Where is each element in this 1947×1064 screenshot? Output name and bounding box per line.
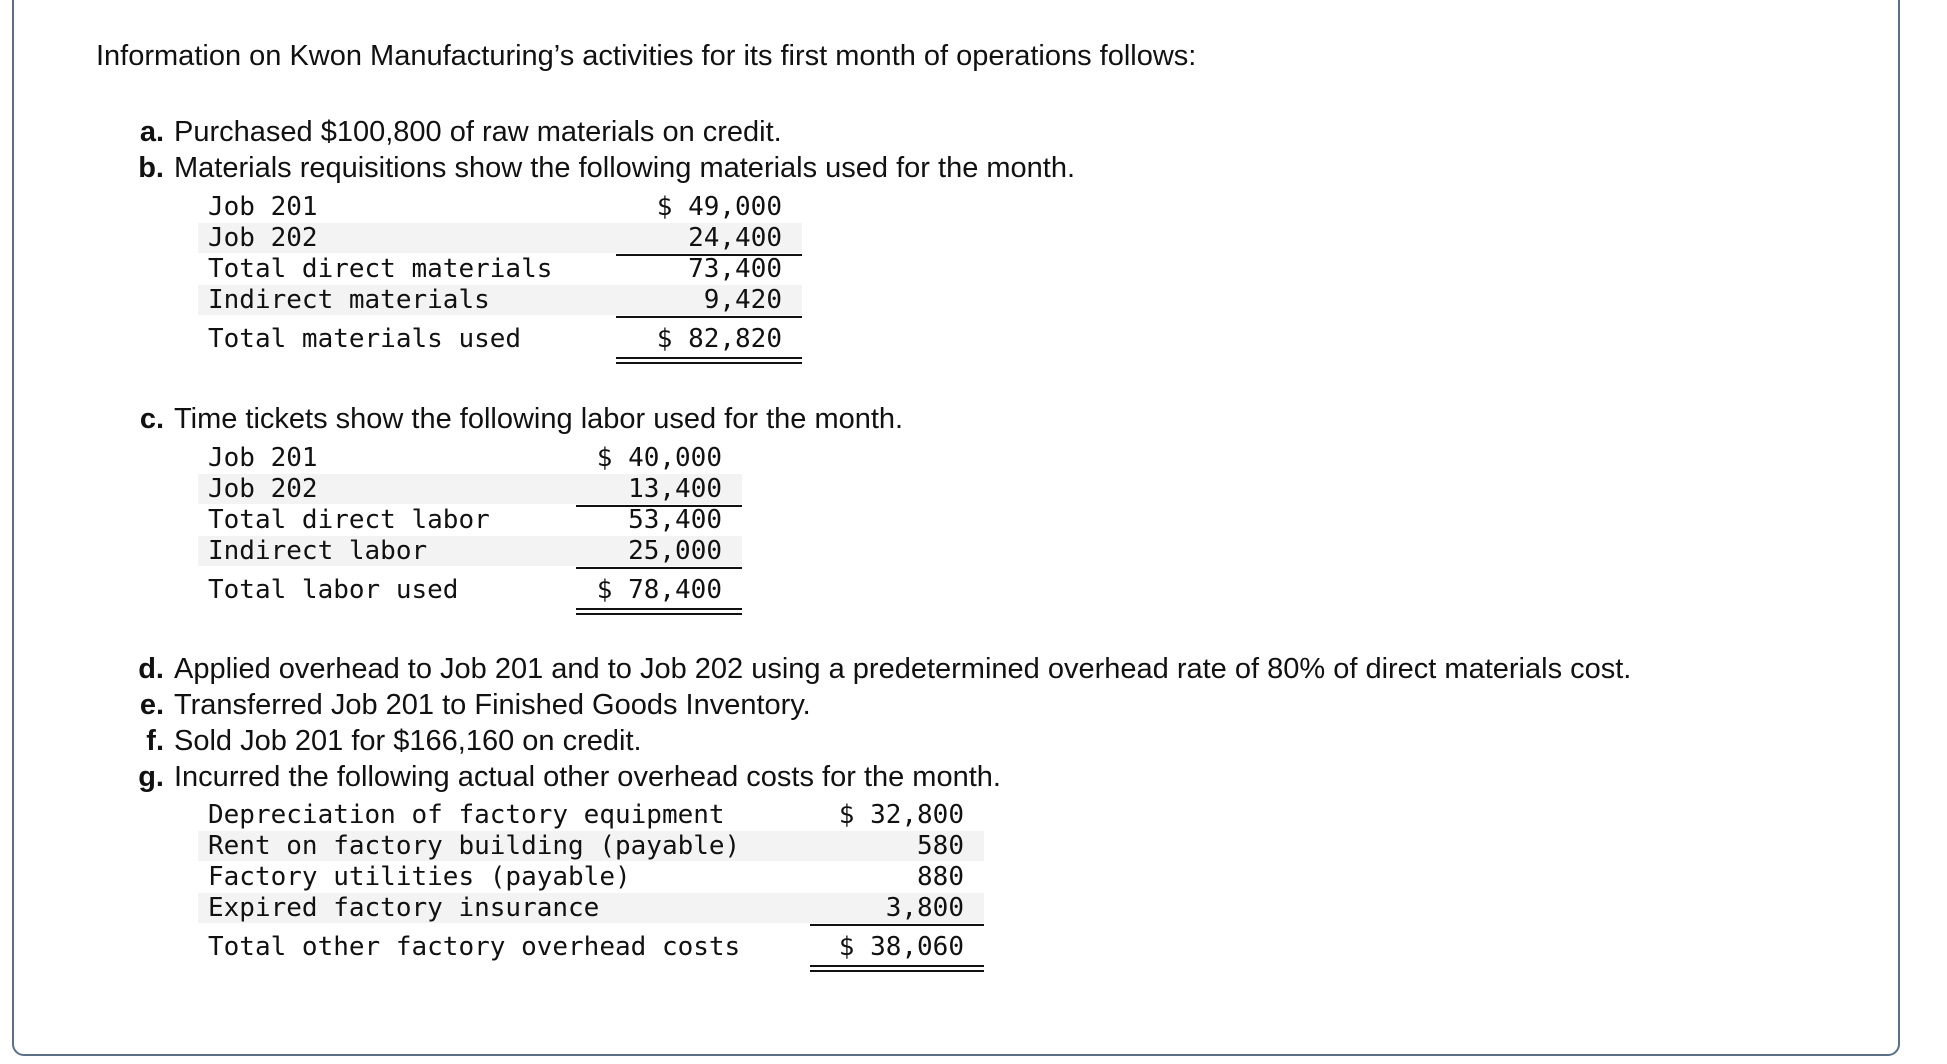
item-letter: c.: [139, 403, 164, 435]
item-letter: b.: [138, 152, 164, 184]
row-amount: 73,400: [688, 254, 782, 284]
table-row: [198, 800, 984, 830]
table-row: [198, 254, 802, 284]
row-label: Expired factory insurance: [208, 893, 600, 923]
row-label: Job 202: [208, 474, 318, 504]
item-text: Applied overhead to Job 201 and to Job 202 using a predetermined overhead rate of 80% of direct materials cost.: [174, 653, 1632, 685]
table-row: [198, 285, 802, 315]
row-amount: 580: [917, 831, 964, 861]
row-label: Job 201: [208, 192, 318, 222]
double-underline: [576, 608, 742, 615]
row-amount: 3,800: [885, 893, 964, 923]
row-amount: 25,000: [628, 536, 722, 566]
row-amount: $ 82,820: [656, 324, 782, 354]
table-row: [198, 932, 984, 962]
row-label: Job 201: [208, 443, 318, 473]
row-amount: 880: [917, 862, 964, 892]
row-amount: 13,400: [628, 474, 722, 504]
row-label: Total materials used: [208, 324, 522, 354]
row-label: Indirect labor: [208, 536, 428, 566]
table-row: [198, 443, 742, 473]
table-row: [198, 862, 984, 892]
table-row: [198, 536, 742, 566]
item-letter: f.: [146, 725, 164, 757]
item-text: Materials requisitions show the following materials used for the month.: [174, 152, 1076, 184]
table-row: [198, 324, 802, 354]
double-underline: [616, 357, 802, 364]
table-row: [198, 893, 984, 923]
underline: [810, 924, 984, 926]
row-label: Total labor used: [208, 575, 459, 605]
item-letter: d.: [138, 653, 164, 685]
table-row: [198, 505, 742, 535]
row-label: Factory utilities (payable): [208, 862, 631, 892]
table-row: [198, 575, 742, 605]
table-row: [198, 223, 802, 253]
item-letter: e.: [139, 689, 164, 721]
row-label: Depreciation of factory equipment: [208, 800, 725, 830]
item-text: Transferred Job 201 to Finished Goods Inventory.: [174, 689, 811, 721]
row-amount: 53,400: [628, 505, 722, 535]
row-label: Total direct labor: [208, 505, 490, 535]
row-label: Job 202: [208, 223, 318, 253]
underline: [576, 567, 742, 569]
row-amount: $ 49,000: [656, 192, 782, 222]
table-row: [198, 474, 742, 504]
row-amount: 9,420: [703, 285, 782, 315]
row-amount: $ 38,060: [838, 932, 964, 962]
row-amount: $ 40,000: [596, 443, 722, 473]
underline: [616, 316, 802, 318]
item-text: Time tickets show the following labor used for the month.: [174, 403, 904, 435]
item-letter: g.: [138, 761, 164, 793]
row-amount: $ 78,400: [596, 575, 722, 605]
row-amount: 24,400: [688, 223, 782, 253]
row-label: Total other factory overhead costs: [208, 932, 741, 962]
intro-text: Information on Kwon Manufacturing’s activities for its first month of operations follows:: [96, 40, 1197, 72]
item-text: Incurred the following actual other overhead costs for the month.: [174, 761, 1001, 793]
item-letter: a.: [139, 116, 164, 148]
item-text: Sold Job 201 for $166,160 on credit.: [174, 725, 642, 757]
row-label: Total direct materials: [208, 254, 553, 284]
table-row: [198, 831, 984, 861]
row-label: Rent on factory building (payable): [208, 831, 741, 861]
table-row: [198, 192, 802, 222]
row-label: Indirect materials: [208, 285, 490, 315]
row-amount: $ 32,800: [838, 800, 964, 830]
double-underline: [810, 965, 984, 972]
item-text: Purchased $100,800 of raw materials on credit.: [174, 116, 782, 148]
